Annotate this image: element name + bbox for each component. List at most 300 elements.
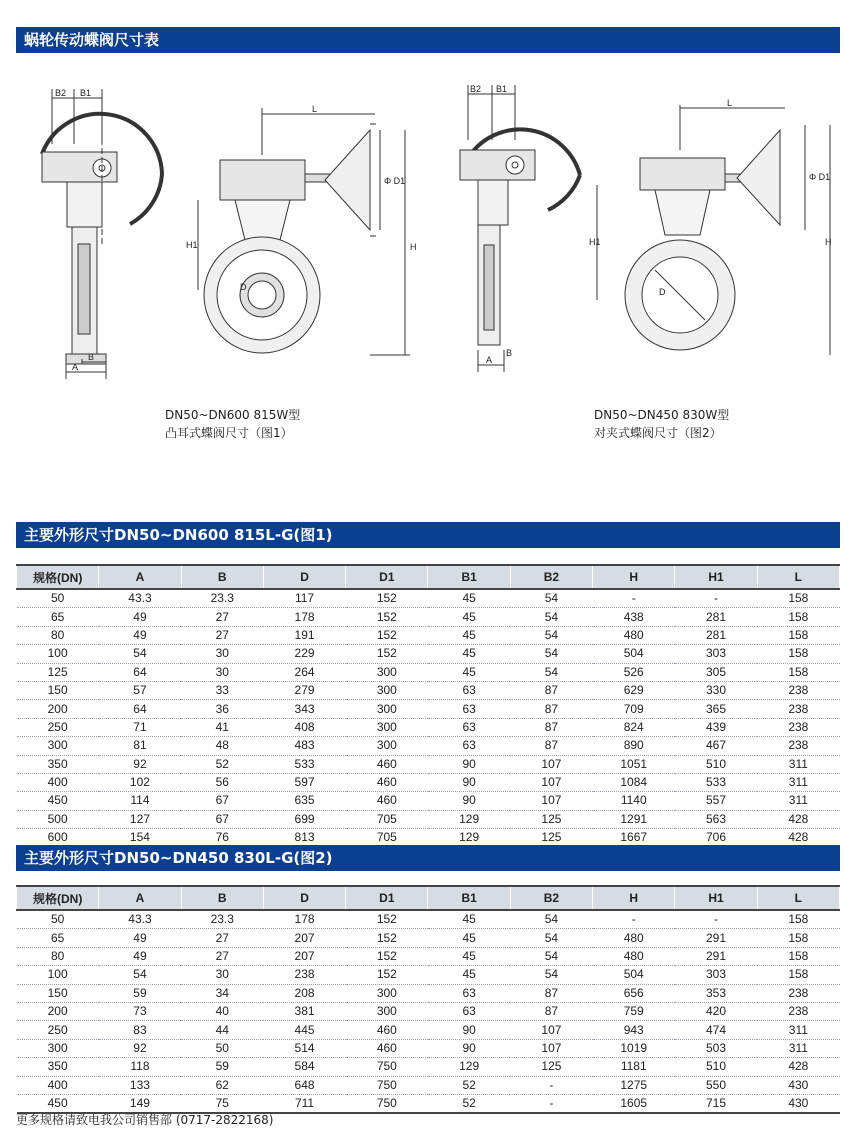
table-cell: 92 (99, 1039, 181, 1057)
table-cell: 54 (510, 608, 592, 626)
figure1-caption-line2: 凸耳式蝶阀尺寸（图1） (165, 426, 293, 440)
table-cell: 54 (510, 663, 592, 681)
table-cell: 824 (593, 718, 675, 736)
figure2-caption (594, 406, 729, 442)
table-cell: 711 (263, 1094, 345, 1113)
table-cell: 36 (181, 700, 263, 718)
table-cell: 49 (99, 929, 181, 947)
dimension-table-fig2 (16, 885, 840, 1114)
dim-label-h1: H1 (589, 237, 601, 247)
table-cell: 281 (675, 626, 757, 644)
table-cell: 65 (17, 608, 99, 626)
table-cell: 706 (675, 829, 757, 848)
table-cell: 54 (510, 910, 592, 929)
table-row (17, 929, 840, 947)
dim-label-l: L (312, 104, 318, 114)
table-cell: 158 (757, 966, 839, 984)
table-cell: 34 (181, 984, 263, 1002)
dimension-table-fig1 (16, 564, 840, 848)
table2-title: 主要外形尺寸DN50~DN450 830L-G(图2) (16, 845, 840, 871)
column-header: B2 (510, 565, 592, 589)
table-cell: 92 (99, 755, 181, 773)
table-cell: 114 (99, 792, 181, 810)
table-cell: 54 (510, 947, 592, 965)
table-cell: 300 (346, 1002, 428, 1020)
table-cell: 59 (99, 984, 181, 1002)
table-cell: 52 (428, 1076, 510, 1094)
table-cell: 158 (757, 645, 839, 663)
table-cell: 49 (99, 626, 181, 644)
table-cell: 118 (99, 1058, 181, 1076)
table-cell: 550 (675, 1076, 757, 1094)
table-cell: 428 (757, 1058, 839, 1076)
table-cell: 526 (593, 663, 675, 681)
column-header: H (593, 886, 675, 910)
table-cell: 87 (510, 984, 592, 1002)
valve-side-view-fig1 (22, 84, 172, 384)
table-cell: 117 (263, 589, 345, 608)
table-cell: 23.3 (181, 910, 263, 929)
table-cell: 63 (428, 1002, 510, 1020)
table-cell: 83 (99, 1021, 181, 1039)
column-header: L (757, 565, 839, 589)
table-cell: 73 (99, 1002, 181, 1020)
table-cell: 43.3 (99, 910, 181, 929)
table-cell: 281 (675, 608, 757, 626)
table-cell: 57 (99, 681, 181, 699)
table-row (17, 947, 840, 965)
table-cell: 48 (181, 737, 263, 755)
table-cell: - (675, 910, 757, 929)
table-cell: 474 (675, 1021, 757, 1039)
table-cell: 27 (181, 608, 263, 626)
table-cell: 71 (99, 718, 181, 736)
table-cell: 629 (593, 681, 675, 699)
table-cell: 133 (99, 1076, 181, 1094)
table-cell: 353 (675, 984, 757, 1002)
table-cell: 1605 (593, 1094, 675, 1113)
column-header: 规格(DN) (17, 565, 99, 589)
footer-note: 更多规格请致电我公司销售部 (0717-2822168) (16, 1113, 274, 1127)
table-cell: 50 (181, 1039, 263, 1057)
table-cell: 1084 (593, 773, 675, 791)
table-cell: 178 (263, 910, 345, 929)
table-cell: 152 (346, 626, 428, 644)
table-cell: 943 (593, 1021, 675, 1039)
table-cell: 1051 (593, 755, 675, 773)
table-cell: 300 (346, 681, 428, 699)
table-row (17, 645, 840, 663)
table-cell: 49 (99, 947, 181, 965)
table-cell: 107 (510, 1039, 592, 1057)
table-cell: 300 (346, 718, 428, 736)
table-cell: 300 (346, 663, 428, 681)
table-cell: 158 (757, 663, 839, 681)
table-cell: 54 (99, 645, 181, 663)
table-cell: 100 (17, 966, 99, 984)
table-cell: 460 (346, 773, 428, 791)
table-cell: 238 (757, 737, 839, 755)
column-header: D1 (346, 886, 428, 910)
table-cell: 238 (757, 718, 839, 736)
table-cell: 63 (428, 681, 510, 699)
table-cell: 648 (263, 1076, 345, 1094)
table-cell: 44 (181, 1021, 263, 1039)
table-cell: 311 (757, 755, 839, 773)
dim-label-h: H (825, 237, 832, 247)
column-header: A (99, 565, 181, 589)
table-cell: 200 (17, 1002, 99, 1020)
table-cell: 450 (17, 1094, 99, 1113)
table-cell: 54 (510, 929, 592, 947)
table-cell: 715 (675, 1094, 757, 1113)
table-cell: 1275 (593, 1076, 675, 1094)
table-cell: 279 (263, 681, 345, 699)
table-cell: 584 (263, 1058, 345, 1076)
table-cell: 350 (17, 1058, 99, 1076)
table-cell: 238 (757, 1002, 839, 1020)
table-cell: 45 (428, 626, 510, 644)
table-cell: 300 (17, 737, 99, 755)
column-header: H (593, 565, 675, 589)
table-cell: 50 (17, 910, 99, 929)
table-cell: 750 (346, 1076, 428, 1094)
table-cell: 149 (99, 1094, 181, 1113)
table-cell: 107 (510, 792, 592, 810)
dim-label-h: H (410, 242, 417, 252)
table-row (17, 681, 840, 699)
table-cell: 90 (428, 792, 510, 810)
table-cell: 125 (510, 810, 592, 828)
table-cell: 154 (99, 829, 181, 848)
dim-label-d: D (240, 282, 247, 292)
table-cell: 45 (428, 645, 510, 663)
table-cell: 125 (510, 829, 592, 848)
dim-label-d: D (659, 287, 666, 297)
table-cell: 303 (675, 966, 757, 984)
table-cell: 400 (17, 1076, 99, 1094)
table-cell: 65 (17, 929, 99, 947)
column-header: L (757, 886, 839, 910)
column-header: A (99, 886, 181, 910)
table-cell: 87 (510, 700, 592, 718)
table-cell: 80 (17, 947, 99, 965)
table-cell: 890 (593, 737, 675, 755)
table-cell: 408 (263, 718, 345, 736)
table-row (17, 792, 840, 810)
table-cell: 428 (757, 810, 839, 828)
dim-label-b1: B1 (496, 84, 508, 94)
table-cell: 152 (346, 966, 428, 984)
table-cell: 107 (510, 1021, 592, 1039)
table-cell: 503 (675, 1039, 757, 1057)
table-cell: 300 (346, 700, 428, 718)
table-cell: 709 (593, 700, 675, 718)
table-cell: 533 (675, 773, 757, 791)
table-cell: 150 (17, 681, 99, 699)
table-cell: 158 (757, 947, 839, 965)
table-cell: 300 (346, 737, 428, 755)
table-cell: 300 (17, 1039, 99, 1057)
table-row (17, 1076, 840, 1094)
table-cell: 445 (263, 1021, 345, 1039)
table-cell: 311 (757, 1021, 839, 1039)
table-cell: 207 (263, 947, 345, 965)
column-header: B (181, 565, 263, 589)
table-cell: 238 (263, 966, 345, 984)
table-cell: 102 (99, 773, 181, 791)
table-cell: 460 (346, 1021, 428, 1039)
table-cell: 49 (99, 608, 181, 626)
column-header: D (263, 565, 345, 589)
table-cell: 158 (757, 608, 839, 626)
table-cell: 45 (428, 589, 510, 608)
table-cell: 52 (428, 1094, 510, 1113)
table-cell: 365 (675, 700, 757, 718)
table-cell: 41 (181, 718, 263, 736)
table-row (17, 984, 840, 1002)
table-cell: - (593, 910, 675, 929)
table-row (17, 700, 840, 718)
table-row (17, 608, 840, 626)
table-cell: 40 (181, 1002, 263, 1020)
table-cell: 33 (181, 681, 263, 699)
table-cell: 152 (346, 947, 428, 965)
table-cell: 514 (263, 1039, 345, 1057)
table-row (17, 718, 840, 736)
table-cell: 705 (346, 829, 428, 848)
table-cell: 450 (17, 792, 99, 810)
table-cell: 125 (510, 1058, 592, 1076)
dim-label-h1: H1 (186, 240, 198, 250)
column-header: H1 (675, 565, 757, 589)
table-cell: 1667 (593, 829, 675, 848)
table-cell: - (510, 1076, 592, 1094)
table-cell: 291 (675, 929, 757, 947)
dim-label-b: B (506, 348, 513, 358)
table-cell: 90 (428, 1039, 510, 1057)
table-cell: 127 (99, 810, 181, 828)
table-cell: 460 (346, 1039, 428, 1057)
table-row (17, 1039, 840, 1057)
table-cell: 1291 (593, 810, 675, 828)
valve-front-view-fig1 (186, 100, 430, 365)
table-cell: 699 (263, 810, 345, 828)
table-cell: 178 (263, 608, 345, 626)
table-cell: - (510, 1094, 592, 1113)
table-cell: 54 (510, 589, 592, 608)
table-cell: 439 (675, 718, 757, 736)
table-header-row (17, 886, 840, 910)
table-cell: 45 (428, 608, 510, 626)
table-row (17, 1058, 840, 1076)
table-cell: 54 (510, 966, 592, 984)
table-cell: 311 (757, 773, 839, 791)
table-cell: 100 (17, 645, 99, 663)
dim-label-b2: B2 (470, 84, 482, 94)
table-cell: 208 (263, 984, 345, 1002)
figure2-caption-line1: DN50~DN450 830W型 (594, 408, 730, 422)
table-row (17, 810, 840, 828)
table-cell: 300 (346, 984, 428, 1002)
table-cell: 54 (510, 626, 592, 644)
table-cell: 152 (346, 645, 428, 663)
table-cell: 30 (181, 645, 263, 663)
table-row (17, 1021, 840, 1039)
valve-side-view-fig2 (440, 80, 590, 380)
table-cell: 63 (428, 718, 510, 736)
column-header: H1 (675, 886, 757, 910)
table-cell: 635 (263, 792, 345, 810)
table-row (17, 966, 840, 984)
table-cell: 438 (593, 608, 675, 626)
table-cell: 87 (510, 718, 592, 736)
table-cell: 50 (17, 589, 99, 608)
table-cell: 87 (510, 681, 592, 699)
table-cell: 152 (346, 910, 428, 929)
table-cell: 45 (428, 910, 510, 929)
dim-label-d1: Φ D1 (809, 172, 831, 182)
table-cell: 27 (181, 929, 263, 947)
table-cell: 428 (757, 829, 839, 848)
table-cell: 45 (428, 663, 510, 681)
dim-label-b1: B1 (80, 88, 92, 98)
table-cell: 303 (675, 645, 757, 663)
column-header: B2 (510, 886, 592, 910)
table-cell: 64 (99, 663, 181, 681)
column-header: 规格(DN) (17, 886, 99, 910)
table-row (17, 626, 840, 644)
table-cell: 76 (181, 829, 263, 848)
table-cell: 430 (757, 1094, 839, 1113)
table-cell: 23.3 (181, 589, 263, 608)
table-cell: 107 (510, 755, 592, 773)
table-cell: 75 (181, 1094, 263, 1113)
table-cell: 52 (181, 755, 263, 773)
table-cell: 460 (346, 792, 428, 810)
table-cell: 533 (263, 755, 345, 773)
table-cell: 480 (593, 947, 675, 965)
table-cell: 63 (428, 984, 510, 1002)
table-cell: 67 (181, 792, 263, 810)
table-cell: 504 (593, 966, 675, 984)
table-cell: 129 (428, 1058, 510, 1076)
column-header: B1 (428, 565, 510, 589)
table-cell: 238 (757, 984, 839, 1002)
table-cell: 158 (757, 589, 839, 608)
table-row (17, 773, 840, 791)
table-cell: 500 (17, 810, 99, 828)
table-cell: 750 (346, 1058, 428, 1076)
table-cell: 381 (263, 1002, 345, 1020)
table-cell: 200 (17, 700, 99, 718)
table-cell: 191 (263, 626, 345, 644)
table-cell: 1140 (593, 792, 675, 810)
table-cell: 311 (757, 792, 839, 810)
table-cell: 750 (346, 1094, 428, 1113)
table-cell: 158 (757, 929, 839, 947)
table-cell: 759 (593, 1002, 675, 1020)
table-cell: 54 (510, 645, 592, 663)
column-header: D (263, 886, 345, 910)
table1-title: 主要外形尺寸DN50~DN600 815L-G(图1) (16, 522, 840, 548)
table-row (17, 910, 840, 929)
dim-label-d1: Φ D1 (384, 176, 406, 186)
table-cell: 152 (346, 929, 428, 947)
table-cell: 813 (263, 829, 345, 848)
table-cell: 557 (675, 792, 757, 810)
table-cell: 90 (428, 755, 510, 773)
table-cell: 305 (675, 663, 757, 681)
table-cell: 45 (428, 966, 510, 984)
figure1-caption-line1: DN50~DN600 815W型 (165, 408, 301, 422)
table-cell: 430 (757, 1076, 839, 1094)
table-cell: 87 (510, 1002, 592, 1020)
valve-front-view-fig2 (589, 98, 845, 365)
table-cell: 563 (675, 810, 757, 828)
table-cell: 152 (346, 608, 428, 626)
table-cell: 510 (675, 755, 757, 773)
column-header: D1 (346, 565, 428, 589)
table-cell: 59 (181, 1058, 263, 1076)
table-cell: 250 (17, 718, 99, 736)
table-cell: 87 (510, 737, 592, 755)
table-cell: 467 (675, 737, 757, 755)
section-title: 蜗轮传动蝶阀尺寸表 (16, 27, 840, 53)
table-row (17, 1002, 840, 1020)
table-cell: 264 (263, 663, 345, 681)
table-cell: 207 (263, 929, 345, 947)
figure2-caption-line2: 对夹式蝶阀尺寸（图2） (594, 426, 722, 440)
table-cell: 597 (263, 773, 345, 791)
table-cell: 150 (17, 984, 99, 1002)
dim-label-l: L (727, 98, 733, 108)
table-cell: 705 (346, 810, 428, 828)
table-cell: 90 (428, 1021, 510, 1039)
table-cell: 62 (181, 1076, 263, 1094)
table-cell: 480 (593, 929, 675, 947)
table-cell: 90 (428, 773, 510, 791)
table-header-row (17, 565, 840, 589)
table-cell: 250 (17, 1021, 99, 1039)
column-header: B (181, 886, 263, 910)
dim-label-b2: B2 (55, 88, 67, 98)
table-cell: 56 (181, 773, 263, 791)
table-cell: 54 (99, 966, 181, 984)
table-cell: 330 (675, 681, 757, 699)
table-cell: 311 (757, 1039, 839, 1057)
dim-label-b: B (88, 352, 95, 362)
table-row (17, 589, 840, 608)
table-cell: 27 (181, 947, 263, 965)
table-cell: 460 (346, 755, 428, 773)
table-row (17, 663, 840, 681)
table-cell: - (675, 589, 757, 608)
dim-label-a: A (486, 355, 493, 365)
dim-label-a: A (72, 362, 79, 372)
table-cell: - (593, 589, 675, 608)
table-cell: 125 (17, 663, 99, 681)
table-cell: 238 (757, 681, 839, 699)
table-cell: 480 (593, 626, 675, 644)
table-row (17, 737, 840, 755)
table-cell: 64 (99, 700, 181, 718)
column-header: B1 (428, 886, 510, 910)
table-cell: 45 (428, 929, 510, 947)
table-cell: 1181 (593, 1058, 675, 1076)
table-cell: 63 (428, 737, 510, 755)
table-cell: 1019 (593, 1039, 675, 1057)
